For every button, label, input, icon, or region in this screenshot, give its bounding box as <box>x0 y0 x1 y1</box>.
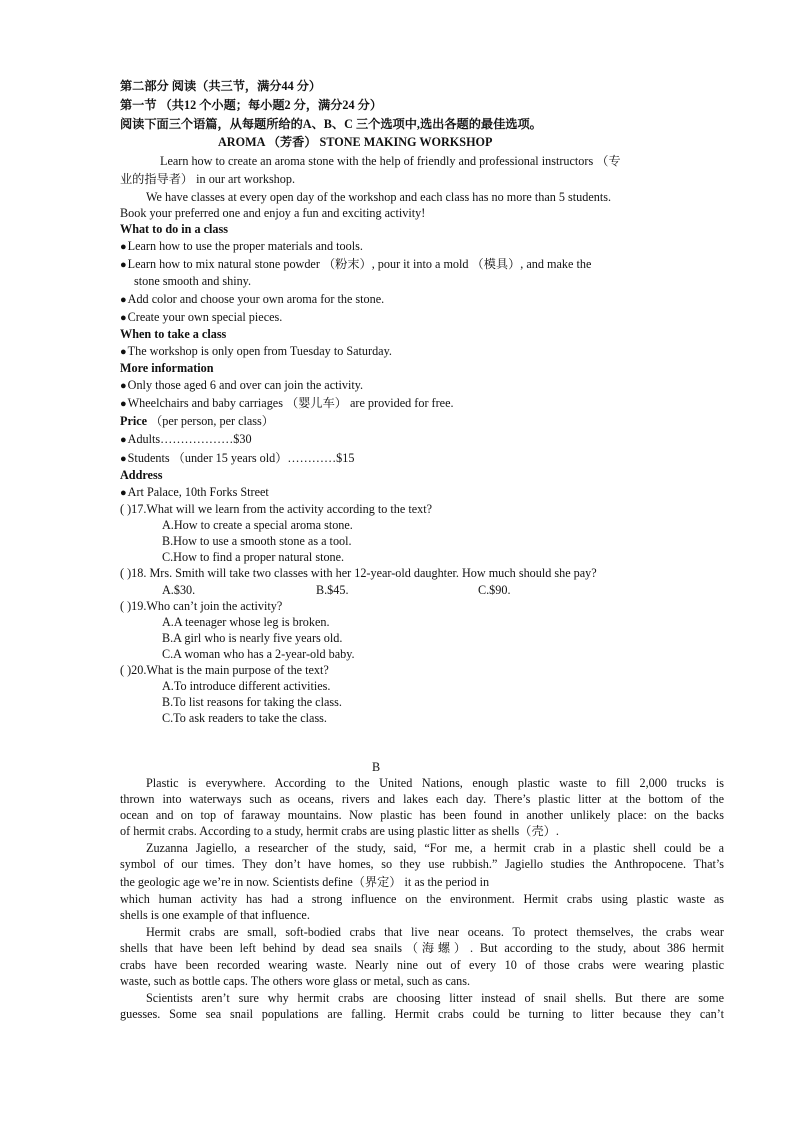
list-item: ● The workshop is only open from Tuesday to Saturday. <box>120 343 392 360</box>
when-heading: When to take a class <box>120 327 227 341</box>
passage-a-intro-line: Book your preferred one and enjoy a fun and exciting activity! <box>120 206 426 220</box>
passage-b-line: which human activity has had a strong influence on the environment. Hermit crabs using plastic waste as <box>120 892 724 906</box>
list-item-continuation: stone smooth and shiny. <box>134 274 252 288</box>
question-19 <box>120 598 282 614</box>
more-info-heading: More information <box>120 361 214 375</box>
price-heading-line <box>120 413 274 429</box>
passage-a-intro-line: We have classes at every open day of the workshop and each class has no more than 5 students. <box>146 190 612 204</box>
passage-a-title: AROMA （芳香） STONE MAKING WORKSHOP <box>218 135 493 149</box>
option: B.To list reasons for taking the class. <box>162 695 342 709</box>
passage-a-intro-line: 业的指导者） in our art workshop. <box>120 172 296 186</box>
passage-b-line: the geologic age we’re in now. Scientists define（界定） it as the period in <box>120 875 490 889</box>
passage-b-line: thrown into waterways such as oceans, rivers and lakes each day. There’s plastic litter at the bottom of the <box>120 792 724 806</box>
question-text: 17.What will we learn from the activity according to the text? <box>131 502 433 516</box>
passage-b-line: crabs have been recorded wearing waste. Nearly nine out of every 10 of those crabs were wearing plastic <box>120 958 724 972</box>
passage-b-line: of hermit crabs. According to a study, hermit crabs are using plastic litter as shells（壳）. <box>120 824 559 838</box>
option: B.$45. <box>316 583 349 597</box>
question-text: 18. Mrs. Smith will take two classes with her 12-year-old daughter. How much should she pay? <box>131 566 597 580</box>
option: C.A woman who has a 2-year-old baby. <box>162 647 355 661</box>
option: C.To ask readers to take the class. <box>162 711 327 725</box>
section-heading: 第一节 （共12 个小题；每小题2 分，满分24 分） <box>120 98 383 112</box>
passage-a-intro-line: Learn how to create an aroma stone with the help of friendly and professional instructors （专 <box>160 154 621 168</box>
passage-b-line: Hermit crabs are small, soft-bodied crabs that live near oceans. To protect themselves, the crabs wear <box>146 925 724 939</box>
passage-b-line: symbol of our times. They don’t have homes, so they use rubbish.” Jagiello studies the Anthropocene. That’s <box>120 857 724 871</box>
passage-b-line: ocean and on top of faraway mountains. Now plastic has been found in another unlikely place: on the backs <box>120 808 724 822</box>
passage-b-line: Zuzanna Jagiello, a researcher of the study, said, “For me, a hermit crab in a plastic shell could be a <box>146 841 724 855</box>
option: B.A girl who is nearly five years old. <box>162 631 343 645</box>
list-item: ● Learn how to use the proper materials and tools. <box>120 238 363 255</box>
answer-blank[interactable]: ( ) <box>120 663 132 677</box>
address-heading: Address <box>120 468 163 482</box>
what-heading: What to do in a class <box>120 222 229 236</box>
address-item: ● Art Palace, 10th Forks Street <box>120 484 269 501</box>
option: C.$90. <box>478 583 511 597</box>
answer-blank[interactable]: ( ) <box>120 502 132 516</box>
option: A.To introduce different activities. <box>162 679 331 693</box>
passage-b-line: shells is one example of that influence. <box>120 908 310 922</box>
price-item: ● Students （under 15 years old）…………$15 <box>120 450 354 467</box>
question-text: 20.What is the main purpose of the text? <box>131 663 329 677</box>
passage-b-line: waste, such as bottle caps. The others wore glass or metal, such as cans. <box>120 974 471 988</box>
list-item: ● Create your own special pieces. <box>120 309 282 326</box>
passage-b-label: B <box>372 760 381 774</box>
instruction-text: 阅读下面三个语篇，从每题所给的A、B、C 三个选项中,选出各题的最佳选项。 <box>120 117 542 131</box>
option: A.$30. <box>162 583 196 597</box>
price-heading: Price <box>120 414 148 428</box>
list-item: ● Wheelchairs and baby carriages （婴儿车） are provided for free. <box>120 395 454 412</box>
list-item: ● Learn how to mix natural stone powder （粉末）, pour it into a mold （模具）, and make the <box>120 256 591 273</box>
part-heading: 第二部分 阅读（共三节，满分44 分） <box>120 79 322 93</box>
passage-b-line: Scientists aren’t sure why hermit crabs are choosing litter instead of snail shells. But there are some <box>146 991 724 1005</box>
passage-b-line: guesses. Some sea snail populations are falling. Hermit crabs could be turning to litter because they can’t <box>120 1007 724 1021</box>
answer-blank[interactable]: ( ) <box>120 599 132 613</box>
price-item: ● Adults………………$30 <box>120 431 252 448</box>
option: A.A teenager whose leg is broken. <box>162 615 330 629</box>
answer-blank[interactable]: ( ) <box>120 566 132 580</box>
option: A.How to create a special aroma stone. <box>162 518 353 532</box>
price-note: （per person, per class） <box>150 414 274 428</box>
option: B.How to use a smooth stone as a tool. <box>162 534 352 548</box>
question-17 <box>120 501 432 517</box>
option: C.How to find a proper natural stone. <box>162 550 345 564</box>
passage-b-line: shells that have been left behind by dead sea snails（海螺）. But according to the study, about 386 hermit <box>120 941 724 955</box>
question-text: 19.Who can’t join the activity? <box>131 599 283 613</box>
passage-b-line: Plastic is everywhere. According to the United Nations, enough plastic waste to fill 2,000 trucks is <box>146 776 724 790</box>
list-item: ● Only those aged 6 and over can join the activity. <box>120 377 363 394</box>
list-item: ● Add color and choose your own aroma for the stone. <box>120 291 384 308</box>
question-20 <box>120 662 329 678</box>
question-18 <box>120 565 597 581</box>
